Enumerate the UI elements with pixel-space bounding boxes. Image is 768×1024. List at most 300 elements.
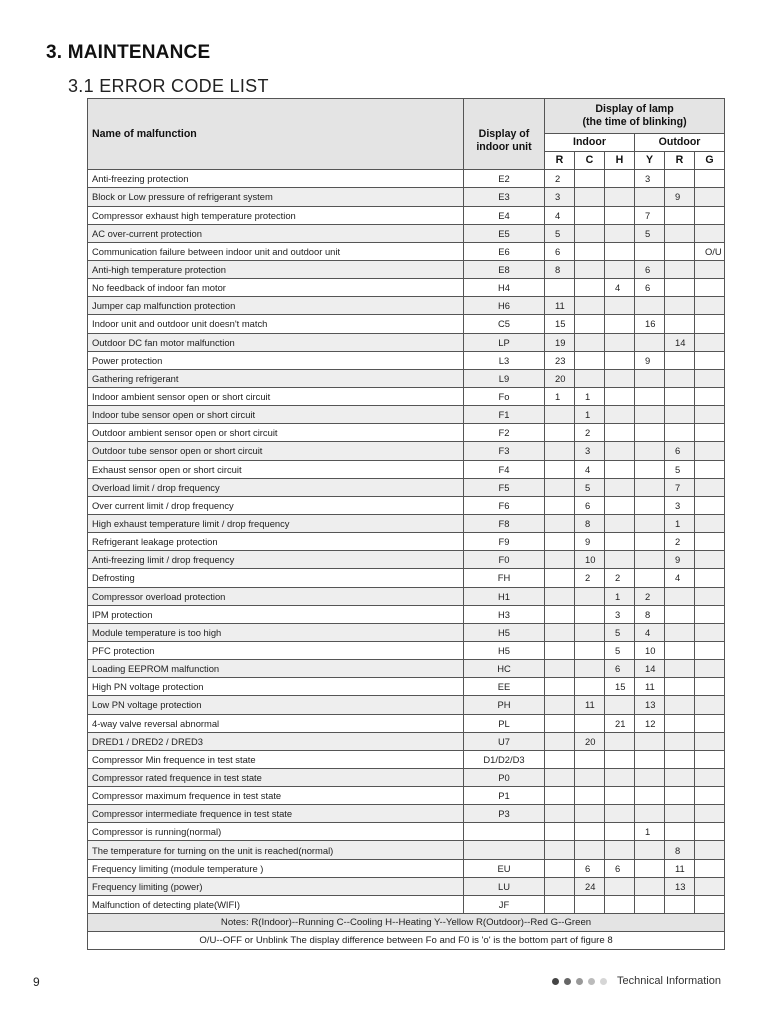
blink-count xyxy=(545,805,575,823)
blink-count xyxy=(605,424,635,442)
table-row xyxy=(88,224,725,242)
malfunction-name: The temperature for turning on the unit is reached(normal) xyxy=(88,841,464,859)
blink-count: O/U xyxy=(695,242,725,260)
blink-count: 6 xyxy=(635,279,665,297)
blink-count xyxy=(545,768,575,786)
table-row xyxy=(88,188,725,206)
error-code: LU xyxy=(464,877,545,895)
blink-count xyxy=(665,823,695,841)
blink-count xyxy=(695,369,725,387)
blink-count: 24 xyxy=(575,877,605,895)
blink-count xyxy=(605,823,635,841)
blink-count xyxy=(545,605,575,623)
table-row xyxy=(88,768,725,786)
footer xyxy=(552,975,721,987)
blink-count xyxy=(575,623,605,641)
blink-count xyxy=(665,641,695,659)
section-heading xyxy=(46,42,210,64)
blink-count xyxy=(695,623,725,641)
malfunction-name: Communication failure between indoor unit and outdoor unit xyxy=(88,242,464,260)
blink-count xyxy=(635,895,665,913)
blink-count xyxy=(545,551,575,569)
table-notes-legend: Notes: R(Indoor)--Running C--Cooling H--Heating Y--Yellow R(Outdoor)--Red G--Green xyxy=(88,914,725,932)
blink-count: 6 xyxy=(635,260,665,278)
malfunction-name: Low PN voltage protection xyxy=(88,696,464,714)
page-number: 9 xyxy=(33,975,40,989)
blink-count xyxy=(665,696,695,714)
table-row xyxy=(88,460,725,478)
blink-count xyxy=(575,641,605,659)
malfunction-name: Module temperature is too high xyxy=(88,623,464,641)
blink-count xyxy=(665,315,695,333)
blink-count xyxy=(665,587,695,605)
malfunction-name: High exhaust temperature limit / drop frequency xyxy=(88,514,464,532)
error-code: P3 xyxy=(464,805,545,823)
blink-count xyxy=(695,895,725,913)
header-lamp-col: R xyxy=(545,152,575,170)
table-row xyxy=(88,805,725,823)
blink-count xyxy=(545,460,575,478)
blink-count xyxy=(695,460,725,478)
malfunction-name: Overload limit / drop frequency xyxy=(88,478,464,496)
error-code: HC xyxy=(464,660,545,678)
error-code: JF xyxy=(464,895,545,913)
blink-count xyxy=(545,823,575,841)
blink-count xyxy=(605,696,635,714)
header-display-indoor-unit: Display of indoor unit xyxy=(464,99,545,170)
blink-count: 6 xyxy=(575,859,605,877)
blink-count xyxy=(635,369,665,387)
blink-count xyxy=(545,478,575,496)
table-row xyxy=(88,787,725,805)
malfunction-name: Refrigerant leakage protection xyxy=(88,533,464,551)
blink-count xyxy=(695,696,725,714)
error-code: H4 xyxy=(464,279,545,297)
section-number: 3. xyxy=(46,42,63,63)
blink-count xyxy=(545,533,575,551)
malfunction-name: IPM protection xyxy=(88,605,464,623)
blink-count xyxy=(695,188,725,206)
error-code: F4 xyxy=(464,460,545,478)
blink-count xyxy=(575,297,605,315)
blink-count xyxy=(695,514,725,532)
blink-count xyxy=(635,787,665,805)
blink-count: 9 xyxy=(575,533,605,551)
blink-count xyxy=(575,895,605,913)
blink-count xyxy=(575,351,605,369)
error-code: E8 xyxy=(464,260,545,278)
blink-count xyxy=(545,714,575,732)
blink-count xyxy=(635,188,665,206)
blink-count xyxy=(695,569,725,587)
blink-count: 2 xyxy=(605,569,635,587)
malfunction-name: Power protection xyxy=(88,351,464,369)
blink-count xyxy=(695,714,725,732)
blink-count xyxy=(635,768,665,786)
error-code: Fo xyxy=(464,387,545,405)
blink-count xyxy=(635,460,665,478)
blink-count xyxy=(545,424,575,442)
blink-count xyxy=(605,188,635,206)
blink-count xyxy=(665,206,695,224)
blink-count xyxy=(575,678,605,696)
malfunction-name: Outdoor tube sensor open or short circuit xyxy=(88,442,464,460)
blink-count xyxy=(545,859,575,877)
error-code: D1/D2/D3 xyxy=(464,750,545,768)
blink-count: 11 xyxy=(635,678,665,696)
malfunction-name: Anti-high temperature protection xyxy=(88,260,464,278)
blink-count xyxy=(695,768,725,786)
table-row xyxy=(88,605,725,623)
blink-count xyxy=(575,260,605,278)
malfunction-name: 4-way valve reversal abnormal xyxy=(88,714,464,732)
blink-count xyxy=(605,533,635,551)
blink-count xyxy=(605,369,635,387)
header-display-of-lamp xyxy=(545,99,725,134)
blink-count xyxy=(635,297,665,315)
blink-count xyxy=(665,279,695,297)
blink-count xyxy=(665,369,695,387)
error-code: F1 xyxy=(464,406,545,424)
blink-count xyxy=(695,660,725,678)
blink-count xyxy=(695,641,725,659)
malfunction-name: PFC protection xyxy=(88,641,464,659)
malfunction-name: High PN voltage protection xyxy=(88,678,464,696)
blink-count xyxy=(635,805,665,823)
blink-count xyxy=(695,678,725,696)
blink-count: 1 xyxy=(545,387,575,405)
error-code: H3 xyxy=(464,605,545,623)
blink-count xyxy=(545,641,575,659)
malfunction-name: Over current limit / drop frequency xyxy=(88,496,464,514)
blink-count xyxy=(635,406,665,424)
blink-count xyxy=(665,768,695,786)
malfunction-name: Compressor maximum frequence in test state xyxy=(88,787,464,805)
error-code: P0 xyxy=(464,768,545,786)
blink-count xyxy=(665,895,695,913)
blink-count xyxy=(665,242,695,260)
error-code: PL xyxy=(464,714,545,732)
table-row xyxy=(88,877,725,895)
blink-count xyxy=(695,841,725,859)
header-lamp-line1: Display of lamp xyxy=(595,103,674,115)
blink-count xyxy=(545,877,575,895)
malfunction-name: Outdoor DC fan motor malfunction xyxy=(88,333,464,351)
blink-count xyxy=(695,533,725,551)
blink-count xyxy=(575,206,605,224)
error-code: F9 xyxy=(464,533,545,551)
error-code: U7 xyxy=(464,732,545,750)
malfunction-name: Loading EEPROM malfunction xyxy=(88,660,464,678)
blink-count xyxy=(575,787,605,805)
blink-count xyxy=(635,841,665,859)
blink-count xyxy=(665,660,695,678)
blink-count: 21 xyxy=(605,714,635,732)
error-code: EE xyxy=(464,678,545,696)
blink-count: 6 xyxy=(665,442,695,460)
blink-count: 2 xyxy=(665,533,695,551)
blink-count xyxy=(575,369,605,387)
header-outdoor: Outdoor xyxy=(635,134,725,152)
blink-count xyxy=(695,787,725,805)
blink-count xyxy=(575,823,605,841)
table-row xyxy=(88,387,725,405)
blink-count xyxy=(635,242,665,260)
blink-count xyxy=(695,224,725,242)
blink-count: 1 xyxy=(635,823,665,841)
error-code: H6 xyxy=(464,297,545,315)
blink-count: 8 xyxy=(575,514,605,532)
blink-count xyxy=(695,859,725,877)
table-row xyxy=(88,406,725,424)
blink-count xyxy=(695,260,725,278)
subsection-heading xyxy=(68,76,269,97)
malfunction-name: Outdoor ambient sensor open or short circuit xyxy=(88,424,464,442)
blink-count: 5 xyxy=(545,224,575,242)
error-code: E5 xyxy=(464,224,545,242)
blink-count xyxy=(665,224,695,242)
blink-count xyxy=(665,750,695,768)
blink-count: 15 xyxy=(545,315,575,333)
table-row xyxy=(88,315,725,333)
error-code: F6 xyxy=(464,496,545,514)
blink-count: 2 xyxy=(575,569,605,587)
error-code-table xyxy=(87,98,725,950)
error-code xyxy=(464,841,545,859)
blink-count: 8 xyxy=(635,605,665,623)
error-code: H5 xyxy=(464,641,545,659)
table-row xyxy=(88,297,725,315)
blink-count: 13 xyxy=(635,696,665,714)
table-row xyxy=(88,569,725,587)
error-code: C5 xyxy=(464,315,545,333)
blink-count xyxy=(575,188,605,206)
blink-count xyxy=(695,442,725,460)
malfunction-name: Anti-freezing limit / drop frequency xyxy=(88,551,464,569)
blink-count: 4 xyxy=(605,279,635,297)
blink-count: 1 xyxy=(575,406,605,424)
blink-count xyxy=(545,750,575,768)
header-lamp-col: G xyxy=(695,152,725,170)
blink-count xyxy=(605,170,635,188)
blink-count: 6 xyxy=(575,496,605,514)
blink-count xyxy=(545,895,575,913)
malfunction-name: Frequency limiting (module temperature ) xyxy=(88,859,464,877)
blink-count xyxy=(605,387,635,405)
blink-count xyxy=(635,877,665,895)
blink-count: 4 xyxy=(575,460,605,478)
blink-count xyxy=(545,732,575,750)
blink-count xyxy=(575,170,605,188)
blink-count xyxy=(545,406,575,424)
blink-count xyxy=(665,351,695,369)
blink-count xyxy=(665,732,695,750)
header-name-of-malfunction: Name of malfunction xyxy=(88,99,464,170)
error-code: H5 xyxy=(464,623,545,641)
blink-count: 2 xyxy=(545,170,575,188)
error-code: F2 xyxy=(464,424,545,442)
blink-count xyxy=(575,841,605,859)
blink-count xyxy=(695,732,725,750)
blink-count: 14 xyxy=(665,333,695,351)
blink-count xyxy=(605,841,635,859)
blink-count xyxy=(635,333,665,351)
blink-count: 8 xyxy=(665,841,695,859)
table-row xyxy=(88,279,725,297)
blink-count xyxy=(665,406,695,424)
table-row xyxy=(88,533,725,551)
table-row xyxy=(88,333,725,351)
blink-count: 4 xyxy=(545,206,575,224)
header-lamp-col: H xyxy=(605,152,635,170)
blink-count: 1 xyxy=(605,587,635,605)
blink-count xyxy=(665,714,695,732)
blink-count xyxy=(635,859,665,877)
blink-count: 5 xyxy=(575,478,605,496)
table-row xyxy=(88,424,725,442)
blink-count xyxy=(665,623,695,641)
error-code: P1 xyxy=(464,787,545,805)
malfunction-name: Compressor overload protection xyxy=(88,587,464,605)
blink-count: 3 xyxy=(635,170,665,188)
blink-count xyxy=(635,514,665,532)
table-row xyxy=(88,696,725,714)
subsection-number: 3.1 xyxy=(68,76,94,96)
table-row xyxy=(88,641,725,659)
blink-count xyxy=(695,877,725,895)
blink-count xyxy=(605,333,635,351)
blink-count xyxy=(575,750,605,768)
blink-count xyxy=(605,732,635,750)
header-lamp-col: Y xyxy=(635,152,665,170)
blink-count xyxy=(605,224,635,242)
malfunction-name: No feedback of indoor fan motor xyxy=(88,279,464,297)
blink-count xyxy=(545,623,575,641)
blink-count xyxy=(605,315,635,333)
blink-count: 7 xyxy=(665,478,695,496)
blink-count: 20 xyxy=(575,732,605,750)
blink-count xyxy=(695,206,725,224)
blink-count xyxy=(575,605,605,623)
blink-count xyxy=(575,768,605,786)
blink-count xyxy=(575,224,605,242)
table-row xyxy=(88,442,725,460)
blink-count xyxy=(605,514,635,532)
blink-count: 1 xyxy=(575,387,605,405)
table-row xyxy=(88,587,725,605)
blink-count xyxy=(665,805,695,823)
blink-count xyxy=(575,587,605,605)
blink-count xyxy=(605,787,635,805)
table-row xyxy=(88,514,725,532)
table-row xyxy=(88,678,725,696)
blink-count xyxy=(695,297,725,315)
error-code: L3 xyxy=(464,351,545,369)
error-code: FH xyxy=(464,569,545,587)
header-lamp-col: R xyxy=(665,152,695,170)
section-title: MAINTENANCE xyxy=(67,42,211,63)
blink-count xyxy=(635,732,665,750)
malfunction-name: Frequency limiting (power) xyxy=(88,877,464,895)
blink-count: 2 xyxy=(635,587,665,605)
blink-count xyxy=(605,805,635,823)
blink-count xyxy=(665,170,695,188)
malfunction-name: Anti-freezing protection xyxy=(88,170,464,188)
blink-count xyxy=(605,460,635,478)
blink-count xyxy=(605,297,635,315)
blink-count: 10 xyxy=(575,551,605,569)
malfunction-name: Compressor intermediate frequence in test state xyxy=(88,805,464,823)
blink-count: 3 xyxy=(575,442,605,460)
blink-count: 9 xyxy=(665,188,695,206)
blink-count xyxy=(605,895,635,913)
blink-count: 2 xyxy=(575,424,605,442)
error-code: EU xyxy=(464,859,545,877)
blink-count xyxy=(545,569,575,587)
blink-count xyxy=(605,206,635,224)
blink-count xyxy=(545,678,575,696)
blink-count: 5 xyxy=(665,460,695,478)
blink-count: 11 xyxy=(545,297,575,315)
error-code: E3 xyxy=(464,188,545,206)
blink-count: 12 xyxy=(635,714,665,732)
blink-count: 15 xyxy=(605,678,635,696)
malfunction-name: Indoor tube sensor open or short circuit xyxy=(88,406,464,424)
table-row xyxy=(88,714,725,732)
error-code xyxy=(464,823,545,841)
error-code: F3 xyxy=(464,442,545,460)
table-row xyxy=(88,206,725,224)
blink-count xyxy=(695,279,725,297)
blink-count xyxy=(605,768,635,786)
blink-count: 3 xyxy=(665,496,695,514)
blink-count xyxy=(635,750,665,768)
malfunction-name: Indoor ambient sensor open or short circuit xyxy=(88,387,464,405)
table-body xyxy=(88,170,725,914)
blink-count xyxy=(695,551,725,569)
blink-count xyxy=(575,333,605,351)
blink-count: 6 xyxy=(605,859,635,877)
table-notes-display: O/U--OFF or Unblink The display difference between Fo and F0 is 'o' is the bottom part of figure 8 xyxy=(88,932,725,950)
blink-count xyxy=(695,587,725,605)
malfunction-name: DRED1 / DRED2 / DRED3 xyxy=(88,732,464,750)
blink-count xyxy=(665,387,695,405)
table-row xyxy=(88,351,725,369)
error-code: F0 xyxy=(464,551,545,569)
header-lamp-col: C xyxy=(575,152,605,170)
blink-count xyxy=(635,551,665,569)
blink-count xyxy=(695,315,725,333)
blink-count xyxy=(695,805,725,823)
malfunction-name: Compressor is running(normal) xyxy=(88,823,464,841)
blink-count xyxy=(545,496,575,514)
blink-count xyxy=(635,496,665,514)
table-row xyxy=(88,551,725,569)
table-row xyxy=(88,496,725,514)
error-code: L9 xyxy=(464,369,545,387)
blink-count xyxy=(605,750,635,768)
blink-count xyxy=(605,496,635,514)
malfunction-name: Malfunction of detecting plate(WIFI) xyxy=(88,895,464,913)
error-code: H1 xyxy=(464,587,545,605)
table-row xyxy=(88,859,725,877)
blink-count xyxy=(695,424,725,442)
blink-count xyxy=(545,841,575,859)
malfunction-name: Compressor exhaust high temperature protection xyxy=(88,206,464,224)
blink-count: 20 xyxy=(545,369,575,387)
error-code: F5 xyxy=(464,478,545,496)
malfunction-name: Block or Low pressure of refrigerant system xyxy=(88,188,464,206)
